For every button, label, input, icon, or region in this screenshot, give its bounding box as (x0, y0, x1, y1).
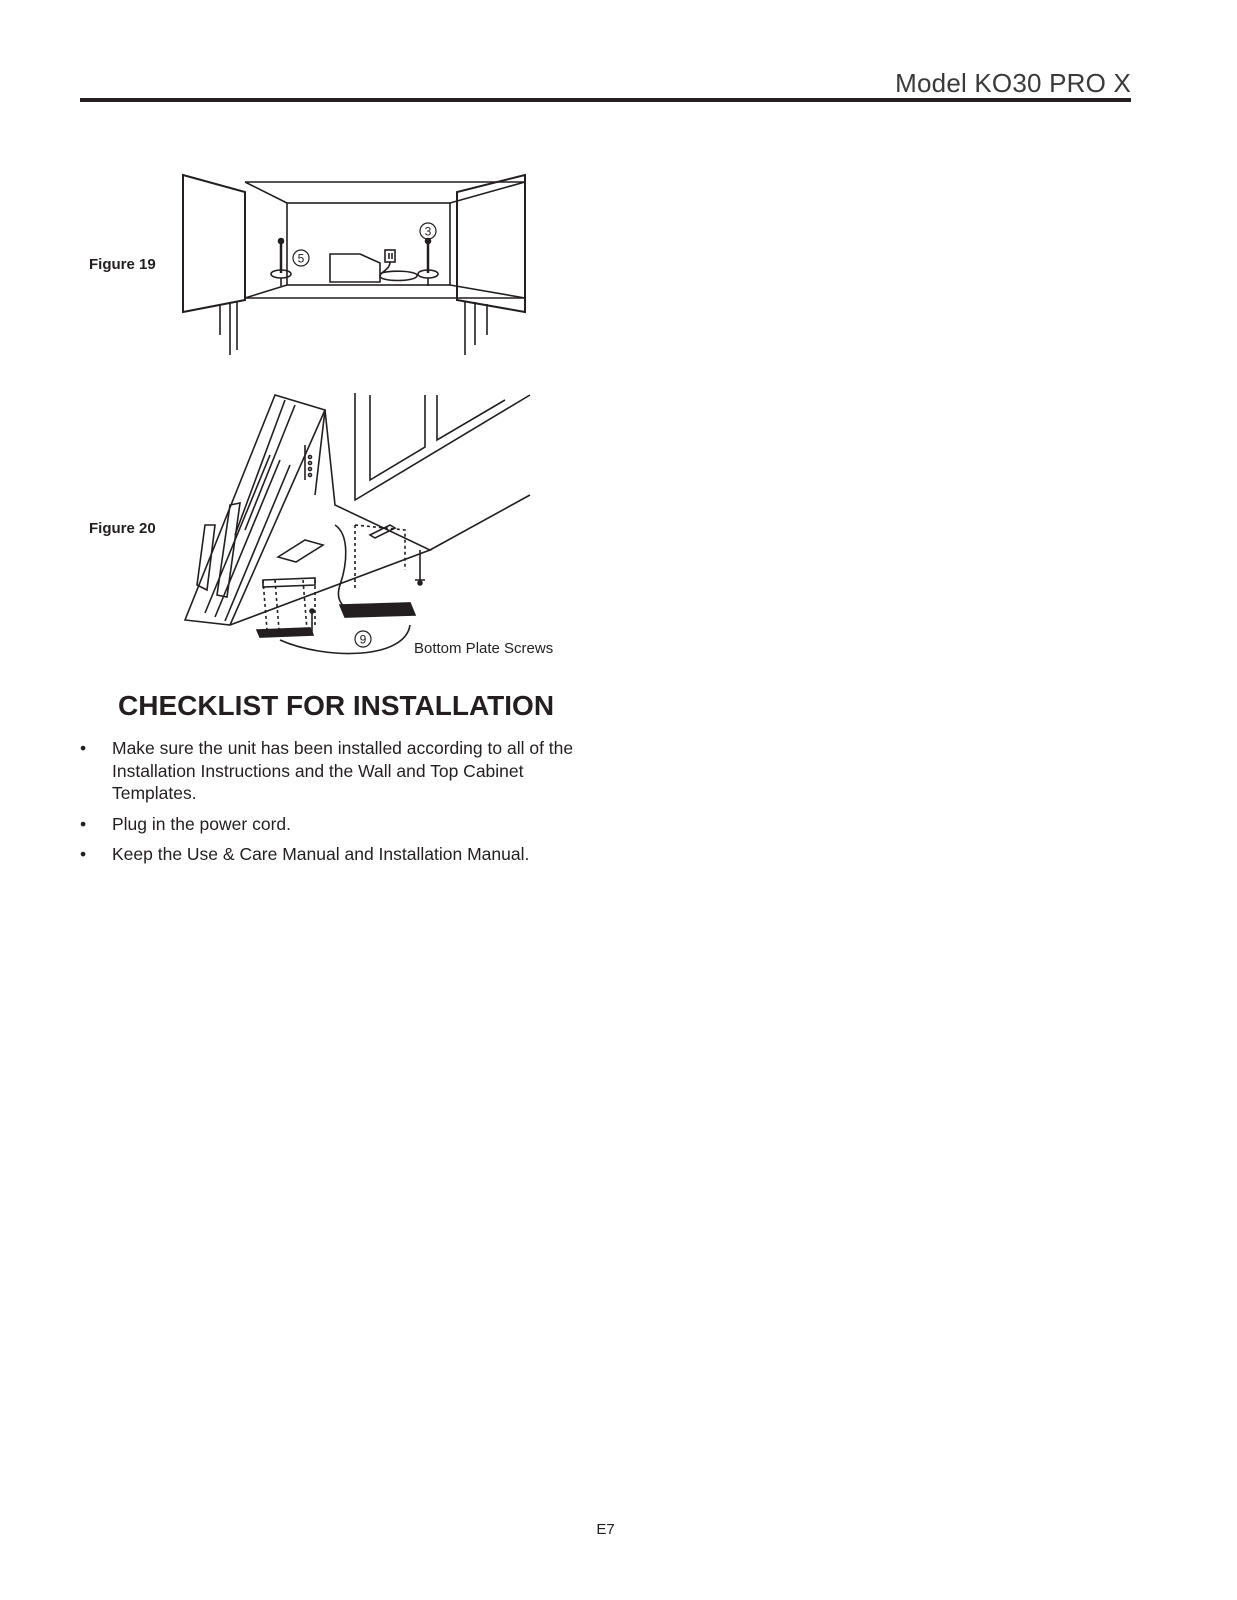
figure-19-cabinet-illustration (175, 170, 535, 360)
callout-9: 9 (359, 632, 367, 647)
cabinet-back-wall (287, 203, 450, 285)
power-cord (335, 525, 350, 610)
cabinet-side-lines (220, 301, 487, 355)
checklist (80, 737, 600, 874)
microwave-bottom-right-edge (430, 495, 530, 550)
bullet: • (80, 813, 87, 834)
bottom-vent-opening (278, 540, 323, 562)
bottom-plate-left-outline (263, 578, 315, 587)
microwave-door-panel-2 (217, 503, 240, 597)
checklist-item (80, 813, 600, 836)
template-box (330, 254, 380, 282)
checklist-item-text: Plug in the power cord. (112, 813, 291, 834)
microwave-front-edge (230, 410, 430, 625)
bullet: • (80, 738, 87, 758)
upper-cabinet-left (185, 395, 325, 625)
control-panel-buttons (309, 456, 312, 477)
page-number: E7 (596, 1521, 615, 1538)
checklist-item (80, 737, 600, 805)
header-rule (80, 98, 1131, 102)
figure-20-label: Figure 20 (89, 520, 156, 537)
cabinet-left-door (183, 175, 245, 312)
figure-20-microwave-illustration (175, 385, 545, 660)
microwave-door-panel-1 (197, 525, 215, 590)
power-outlet (385, 250, 395, 262)
callout-3: 3 (424, 224, 432, 239)
checklist-item-text: Keep the Use & Care Manual and Installation Manual. (112, 844, 530, 864)
power-cord (380, 262, 417, 281)
bottom-plate-left (257, 628, 313, 637)
figure-19-label: Figure 19 (89, 256, 156, 273)
callout-5: 5 (297, 251, 305, 266)
upper-cabinet-right-panels (370, 395, 505, 480)
microwave-side-lines (305, 410, 325, 495)
checklist-heading: CHECKLIST FOR INSTALLATION (118, 690, 555, 721)
checklist-item-text: Make sure the unit has been installed according to all of the Installation Instructions and the Wall and Top Cabinet Templates. (112, 738, 574, 803)
page-header-model: Model KO30 PRO X (895, 68, 1131, 98)
bullet: • (80, 844, 87, 864)
bottom-plate-right (340, 603, 415, 617)
upper-cabinet-right (355, 393, 530, 500)
left-bolt-head (279, 239, 284, 244)
checklist-item (80, 843, 600, 866)
figure-20-caption: Bottom Plate Screws (414, 640, 554, 657)
